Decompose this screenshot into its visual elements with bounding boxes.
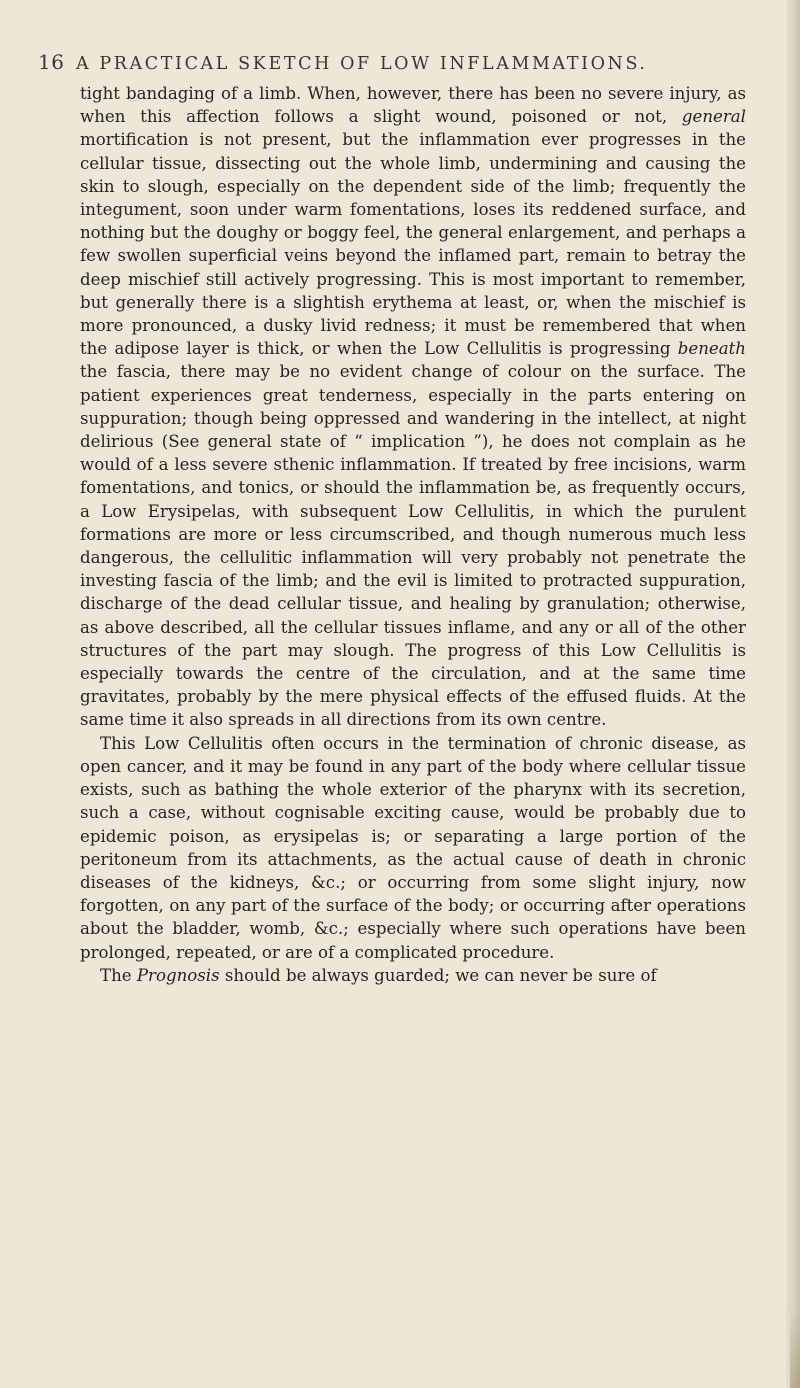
- page-number: 16: [38, 50, 65, 74]
- text-run: mortification is not present, but the inflammation ever progresses in the cellular tissue, dissecting out the whole limb, undermining and causing the skin to slough, especially on the dependent side of the limb; frequently the integument, soon under warm fomentations, loses its reddened surface, and nothing but the doughy or boggy feel, the general enlargement, and perhaps a few swollen superficial veins beyond the inflamed part, remain to betray the deep mischief still actively progressing. This is most important to remember, but generally there is a slightish erythema at least, or, when the mischief is more pronounced, a dusky livid redness; it must be remembered that when the adipose layer is thick, or when the Low Cellulitis is progressing: [80, 130, 746, 359]
- running-head: A PRACTICAL SKETCH OF LOW INFLAMMATIONS.: [76, 54, 648, 74]
- text-run: The: [100, 965, 137, 985]
- text-run: the fascia, there may be no evident change of colour on the surface. The patient experiences great tenderness, especially in the parts entering on suppuration; though being oppressed and wandering in the intellect, at night delirious (See general state of “ implication ”), he does not complain as he would of a less severe sthenic inflammation. If treated by free incisions, warm fomentations, and tonics, or should the inflammation be, as frequently occurs, a Low Erysipelas, with subsequent Low Cellulitis, in which the purulent formations are more or less circumscribed, and though numerous much less dangerous, the cellulitic inflammation will very probably not penetrate the investing fascia of the limb; and the evil is limited to protracted suppuration, discharge of the dead cellular tissue, and healing by granulation; otherwise, as above described, all the cellular tissues inflame, and any or all of the other structures of the part may slough. The progress of this Low Cellulitis is especially towards the centre of the circulation, and at the same time gravitates, probably by the mere physical effects of the effused fluids. At the same time it also spreads in all directions from its own centre.: [80, 362, 746, 730]
- page-header: [38, 50, 758, 84]
- emphasis-prognosis: Prognosis: [136, 965, 220, 985]
- text-run: tight bandaging of a limb. When, however, there has been no severe injury, as when this affection follows a slight wound, poisoned or not,: [80, 84, 746, 127]
- paragraph: [80, 964, 746, 987]
- paragraph: This Low Cellulitis often occurs in the termination of chronic disease, as open cancer, and it may be found in any part of the body where cellular tissue exists, such as bathing the whole exterior of the pharynx with its secretion, such a case, without cognisable exciting cause, would be probably due to epidemic poison, as erysipelas is; or separating a large portion of the peritoneum from its attachments, as the actual cause of death in chronic diseases of the kidneys, &c.; or occurring from some slight injury, now forgotten, on any part of the surface of the body; or occurring after operations about the bladder, womb, &c.; especially where such operations have been prolonged, repeated, or are of a complicated procedure.: [80, 733, 746, 962]
- text-run: should be always guarded; we can never be sure of: [219, 965, 657, 985]
- emphasis-general: general: [681, 107, 746, 127]
- page-edge-shadow: [786, 0, 800, 1388]
- emphasis-beneath: beneath: [677, 339, 746, 359]
- body-text: [80, 82, 746, 987]
- paragraph: [80, 82, 746, 732]
